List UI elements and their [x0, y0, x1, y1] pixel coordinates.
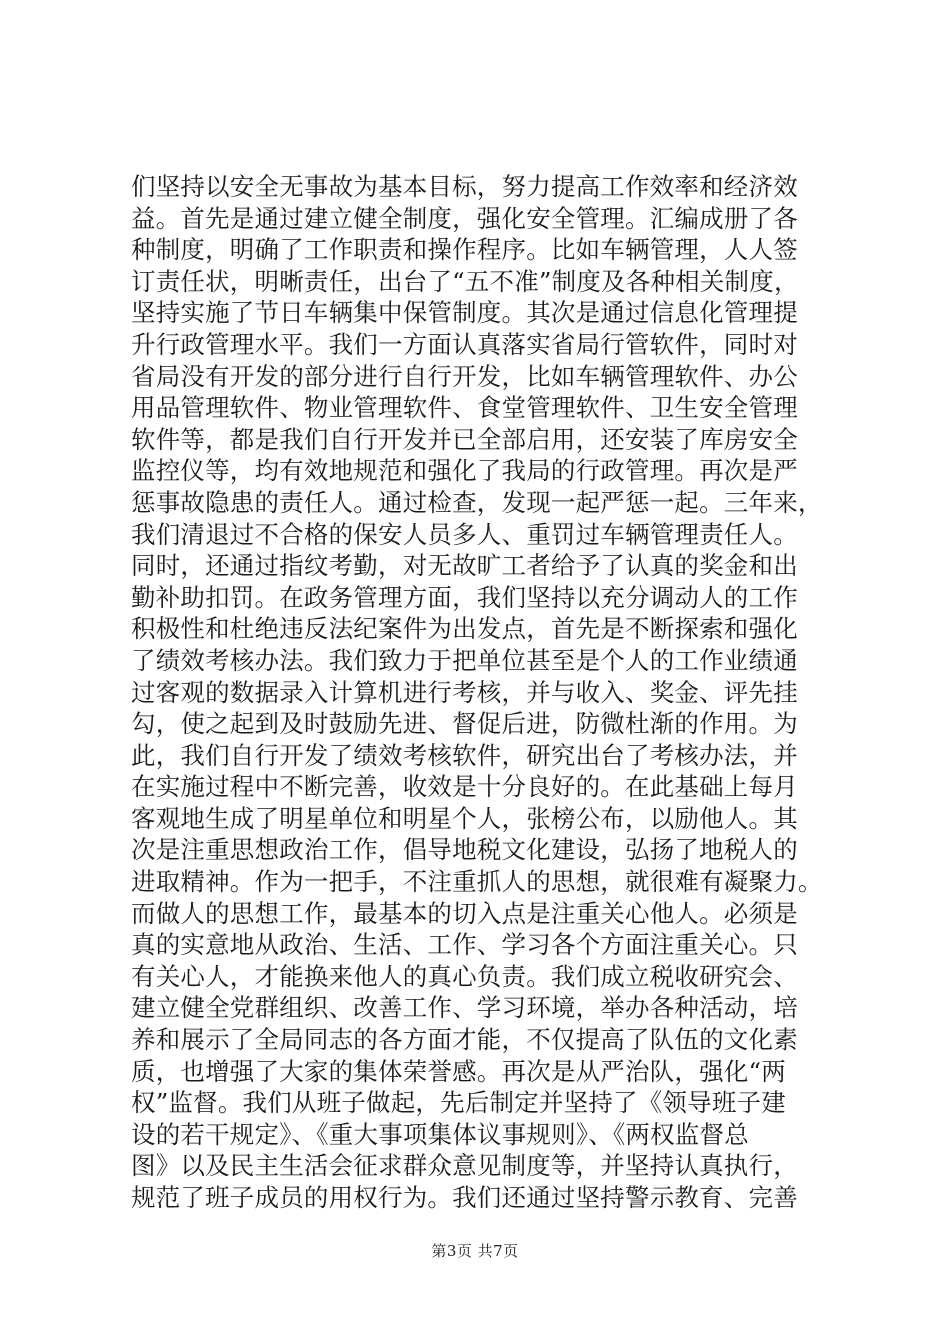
text-line: 在实施过程中不断完善，收效是十分良好的。在此基础上每月: [131, 772, 798, 802]
text-line: 质，也增强了大家的集体荣誉感。再次是从严治队，强化“两: [131, 1056, 786, 1086]
text-line: 勾，使之起到及时鼓励先进、督促后进，防微杜渐的作用。为: [131, 709, 798, 739]
text-line: 省局没有开发的部分进行自行开发，比如车辆管理软件、办公: [131, 361, 798, 391]
text-line: 软件等，都是我们自行开发并已全部启用，还安装了库房安全: [131, 424, 798, 454]
text-line: 用品管理软件、物业管理软件、食堂管理软件、卫生安全管理: [131, 393, 798, 423]
text-line: 图》以及民主生活会征求群众意见制度等，并坚持认真执行，: [131, 1151, 798, 1181]
text-line: 惩事故隐患的责任人。通过检查，发现一起严惩一起。三年来，: [131, 487, 823, 517]
text-line: 而做人的思想工作，最基本的切入点是注重关心他人。必须是: [131, 898, 798, 928]
text-line: 权”监督。我们从班子做起，先后制定并坚持了《领导班子建: [131, 1088, 786, 1118]
text-line: 益。首先是通过建立健全制度，强化安全管理。汇编成册了各: [131, 203, 798, 233]
text-line: 规范了班子成员的用权行为。我们还通过坚持警示教育、完善: [131, 1183, 798, 1212]
text-line: 养和展示了全局同志的各方面才能，不仅提高了队伍的文化素: [131, 1025, 798, 1055]
text-line: 积极性和杜绝违反法纪案件为出发点，首先是不断探索和强化: [131, 614, 798, 644]
text-line: 升行政管理水平。我们一方面认真落实省局行管软件，同时对: [131, 329, 798, 359]
text-line: 真的实意地从政治、生活、工作、学习各个方面注重关心。只: [131, 930, 798, 960]
text-line: 有关心人，才能换来他人的真心负责。我们成立税收研究会、: [131, 961, 798, 991]
text-line: 进取精神。作为一把手，不注重抓人的思想，就很难有凝聚力。: [131, 867, 823, 897]
text-line: 订责任状，明晰责任，出台了“五不准”制度及各种相关制度，: [131, 266, 799, 296]
text-line: 种制度，明确了工作职责和操作程序。比如车辆管理，人人签: [131, 235, 798, 265]
text-line: 了绩效考核办法。我们致力于把单位甚至是个人的工作业绩通: [131, 645, 798, 675]
text-line: 次是注重思想政治工作，倡导地税文化建设，弘扬了地税人的: [131, 835, 798, 865]
text-line: 客观地生成了明星单位和明星个人，张榜公布，以励他人。其: [131, 803, 798, 833]
body-text: [131, 171, 831, 1214]
text-line: 同时，还通过指纹考勤，对无故旷工者给予了认真的奖金和出: [131, 551, 798, 581]
text-line: 此，我们自行开发了绩效考核软件，研究出台了考核办法，并: [131, 740, 798, 770]
text-line: 监控仪等，均有效地规范和强化了我局的行政管理。再次是严: [131, 456, 798, 486]
text-line: 坚持实施了节日车辆集中保管制度。其次是通过信息化管理提: [131, 298, 798, 328]
text-line: 建立健全党群组织、改善工作、学习环境，举办各种活动，培: [131, 993, 798, 1023]
text-line: 们坚持以安全无事故为基本目标，努力提高工作效率和经济效: [131, 172, 798, 201]
text-line: 我们清退过不合格的保安人员多人、重罚过车辆管理责任人。: [131, 519, 798, 549]
page-number-footer: 第3页 共7页: [431, 1242, 519, 1260]
text-line: 勤补助扣罚。在政务管理方面，我们坚持以充分调动人的工作: [131, 582, 798, 612]
text-line: 设的若干规定》、《重大事项集体议事规则》、《两权监督总: [131, 1119, 749, 1149]
text-line: 过客观的数据录入计算机进行考核，并与收入、奖金、评先挂: [131, 677, 798, 707]
